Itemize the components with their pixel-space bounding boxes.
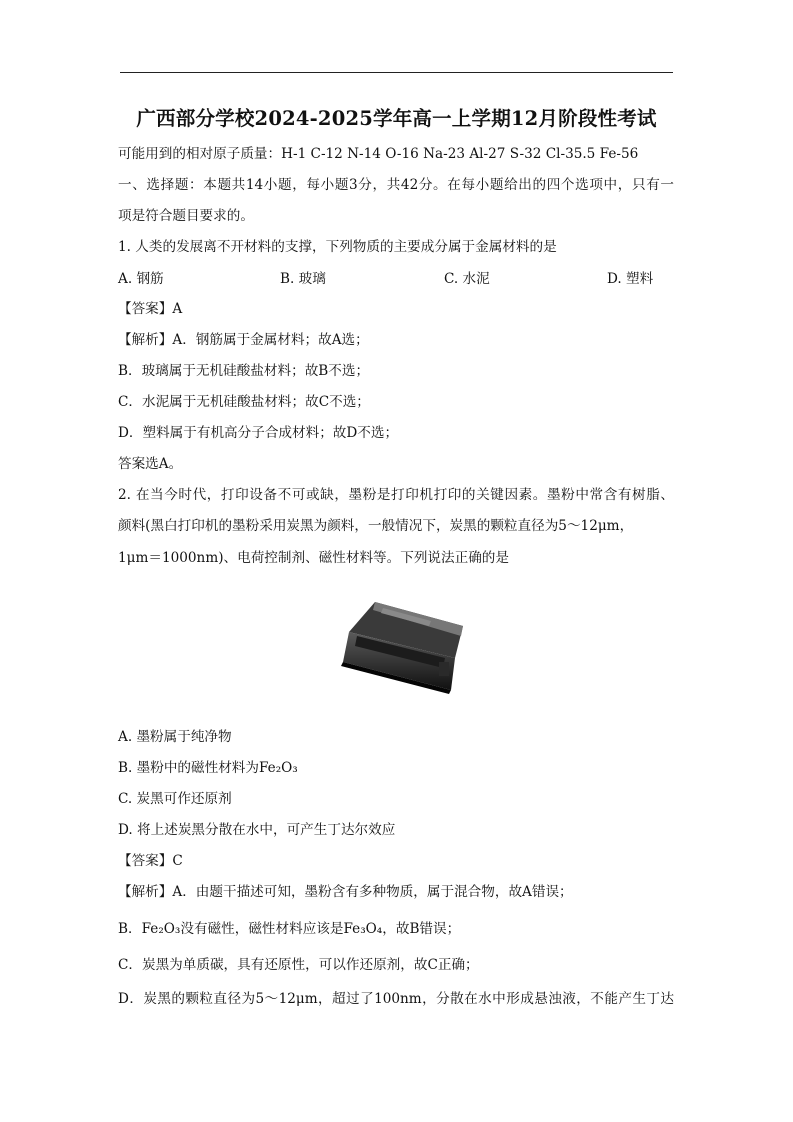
q2-analysis-line: D．炭黑的颗粒直径为5～12μm，超过了100nm，分散在水中形成悬浊液，不能产生丁达 (118, 991, 674, 1007)
q1-analysis-line: 【解析】A．钢筋属于金属材料；故A选； (118, 332, 369, 348)
q1-option-b: B. 玻璃 (280, 271, 326, 287)
q2-option-c: C. 炭黑可作还原剂 (118, 791, 232, 807)
q1-answer: 【答案】A (118, 301, 183, 317)
q1-stem: 1. 人类的发展离不开材料的支撑，下列物质的主要成分属于金属材料的是 (118, 239, 557, 255)
q2-stem-line-2: 颜料(黑白打印机的墨粉采用炭黑为颜料，一般情况下，炭黑的颗粒直径为5～12μm， (118, 518, 634, 534)
header-rule (120, 72, 673, 73)
q2-option-d: D. 将上述炭黑分散在水中，可产生丁达尔效应 (118, 822, 396, 838)
q2-analysis-line: B．Fe₂O₃没有磁性，磁性材料应该是Fe₃O₄，故B错误； (118, 921, 461, 937)
q1-analysis-line: D．塑料属于有机高分子合成材料；故D不选； (118, 425, 399, 441)
q1-analysis-line: 答案选A。 (118, 456, 183, 472)
q2-analysis-line: C．炭黑为单质碳，具有还原性，可以作还原剂，故C正确； (118, 957, 479, 973)
q2-option-a: A. 墨粉属于纯净物 (118, 729, 232, 745)
q1-option-c: C. 水泥 (444, 271, 490, 287)
atomic-mass-line: 可能用到的相对原子质量：H-1 C-12 N-14 O-16 Na-23 Al-27 S-32 Cl-35.5 Fe-56 (118, 146, 639, 162)
q1-option-a: A. 钢筋 (118, 271, 164, 287)
section-instruction-line-2: 项是符合题目要求的。 (118, 208, 254, 224)
q1-option-d: D. 塑料 (607, 271, 654, 287)
section-instruction-line-1: 一、选择题：本题共14小题，每小题3分，共42分。在每小题给出的四个选项中，只有一 (118, 177, 674, 193)
q2-stem-line-1: 2. 在当今时代，打印设备不可或缺，墨粉是打印机打印的关键因素。墨粉中常含有树脂、 (118, 487, 674, 503)
toner-cartridge-image (335, 596, 465, 696)
q2-option-b: B. 墨粉中的磁性材料为Fe₂O₃ (118, 760, 298, 776)
page-title: 广西部分学校2024-2025学年高一上学期12月阶段性考试 (136, 107, 657, 130)
q1-analysis-line: C．水泥属于无机硅酸盐材料；故C不选； (118, 394, 370, 410)
q2-answer: 【答案】C (118, 853, 183, 869)
q1-analysis-line: B．玻璃属于无机硅酸盐材料；故B不选； (118, 363, 370, 379)
q2-analysis-line: 【解析】A．由题干描述可知，墨粉含有多种物质，属于混合物，故A错误； (118, 884, 573, 900)
q2-stem-line-3: 1μm＝1000nm)、电荷控制剂、磁性材料等。下列说法正确的是 (118, 550, 509, 566)
